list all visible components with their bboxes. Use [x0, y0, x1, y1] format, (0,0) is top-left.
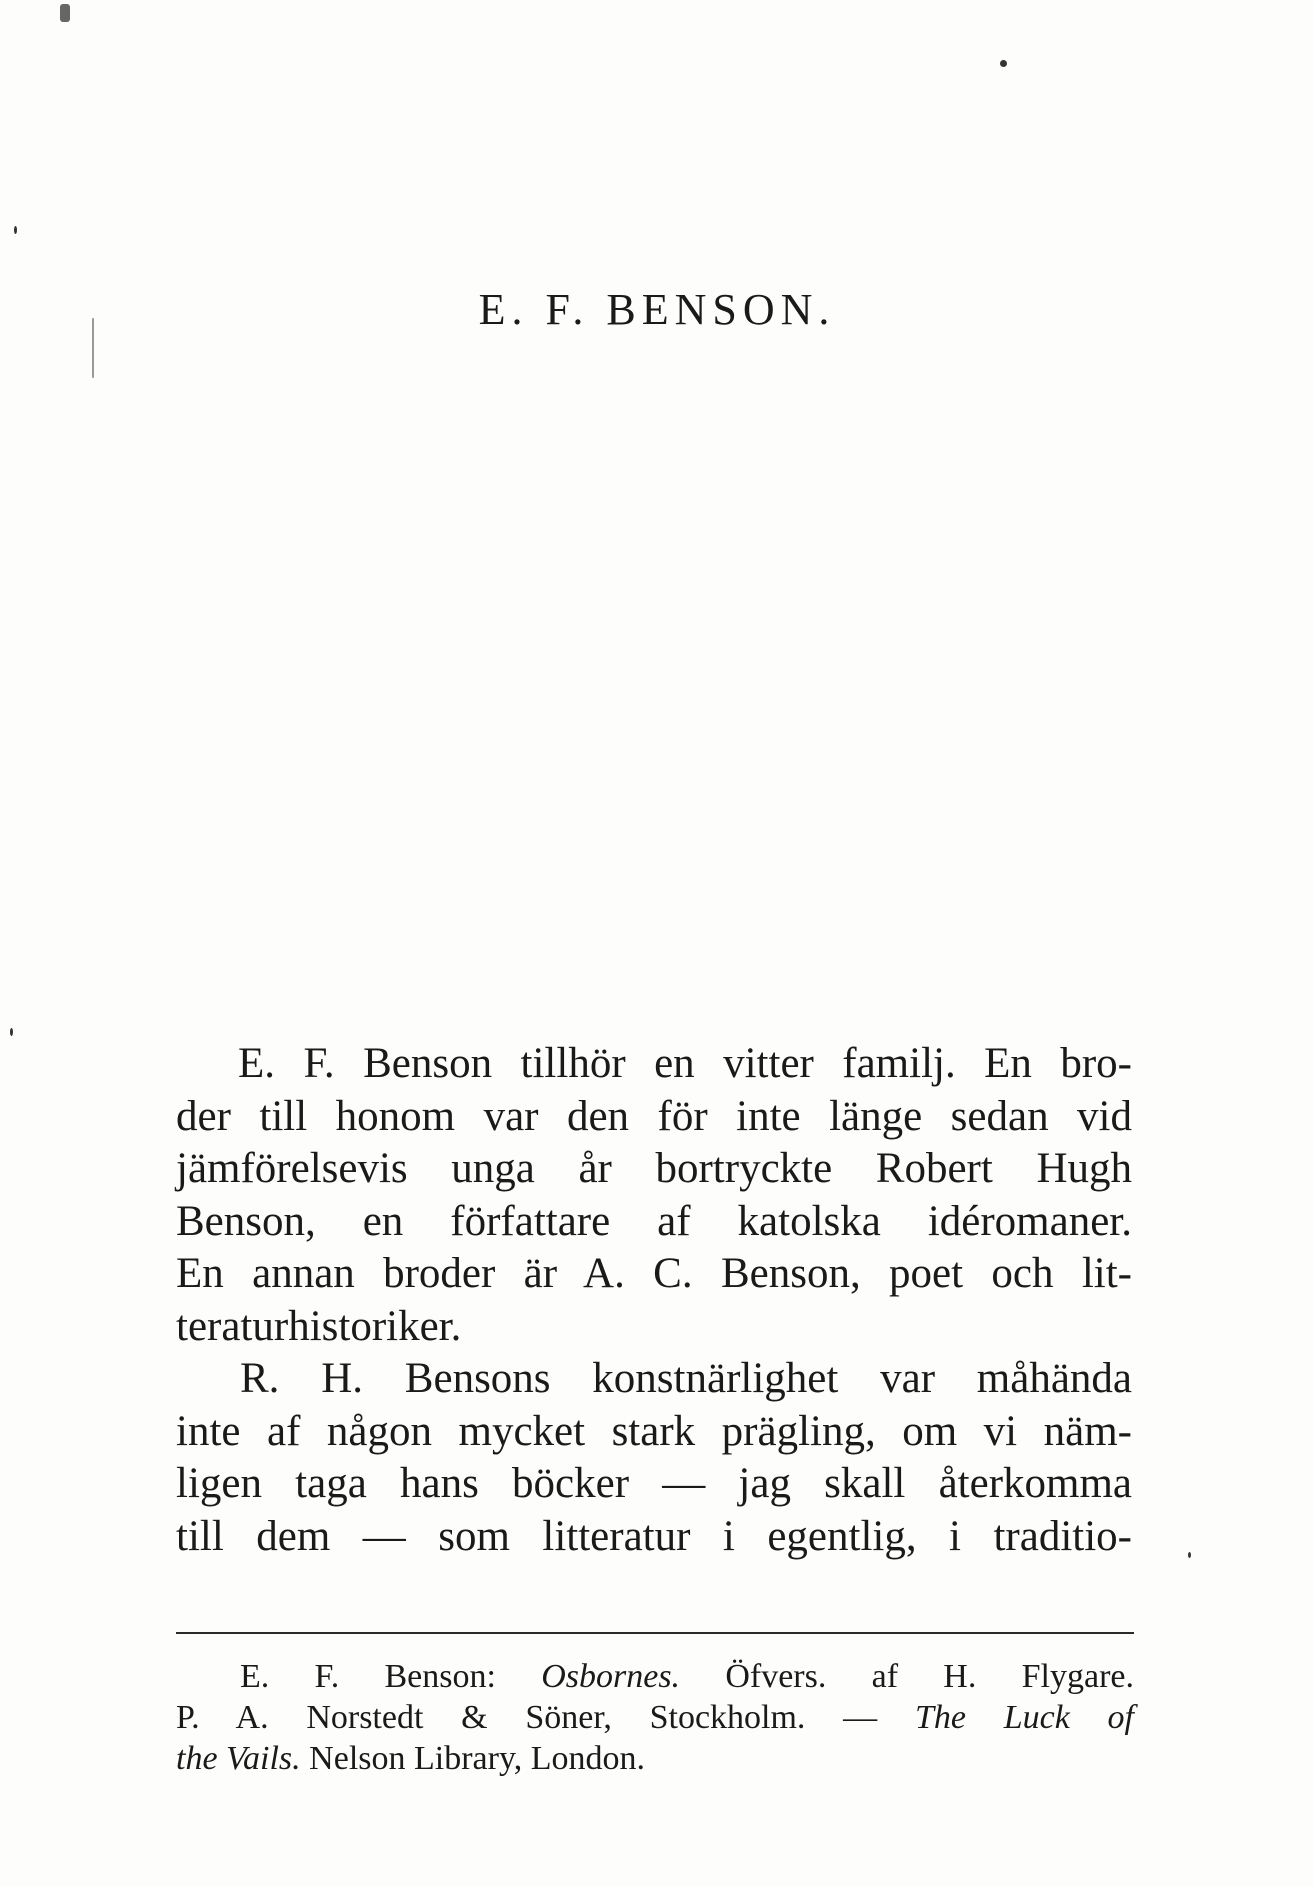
- footnote-book-title: The Luck of: [914, 1699, 1135, 1736]
- body-line: ligen taga hans böcker — jag skall återkomma: [176, 1460, 1132, 1507]
- scan-speck: [14, 226, 17, 234]
- body-line: E. F. Benson tillhör en vitter familj. En bro-: [238, 1040, 1132, 1087]
- footnote-text: P. A. Norstedt & Söner, Stockholm. —: [176, 1699, 915, 1736]
- scan-speck: [92, 318, 94, 378]
- body-line: till dem — som litteratur i egentlig, i traditio-: [176, 1512, 1132, 1560]
- footnote-line: [176, 1738, 1134, 1779]
- scan-speck: [10, 1028, 13, 1036]
- footnote-text: Nelson Library, London.: [300, 1740, 646, 1777]
- scan-speck: [1188, 1552, 1191, 1558]
- scan-speck: [60, 4, 70, 22]
- body-line: jämförelsevis unga år bortryckte Robert Hugh: [176, 1145, 1132, 1192]
- body-line: der till honom var den för inte länge sedan vid: [176, 1092, 1132, 1140]
- body-line: inte af någon mycket stark prägling, om vi näm-: [176, 1407, 1132, 1455]
- footnote-text: Öfvers. af H. Flygare.: [680, 1658, 1134, 1695]
- body-paragraphs: [176, 1038, 1132, 1563]
- body-line: En annan broder är A. C. Benson, poet och lit-: [176, 1250, 1132, 1297]
- body-line: R. H. Bensons konstnärlighet var måhända: [240, 1355, 1132, 1402]
- scan-speck: [1000, 60, 1007, 67]
- footnote-divider: [176, 1632, 1134, 1634]
- body-line: teraturhistoriker.: [176, 1302, 462, 1350]
- footnote-text: E. F. Benson:: [240, 1658, 542, 1695]
- footnote-book-title: the Vails.: [176, 1740, 301, 1777]
- footnote-book-title: Osbornes.: [541, 1658, 681, 1695]
- footnote-line: [176, 1697, 1134, 1738]
- page-heading: E. F. BENSON.: [478, 285, 836, 334]
- body-line: Benson, en författare af katolska idéromaner.: [176, 1197, 1132, 1245]
- footnote-line: [176, 1656, 1134, 1697]
- footnote: [176, 1656, 1134, 1779]
